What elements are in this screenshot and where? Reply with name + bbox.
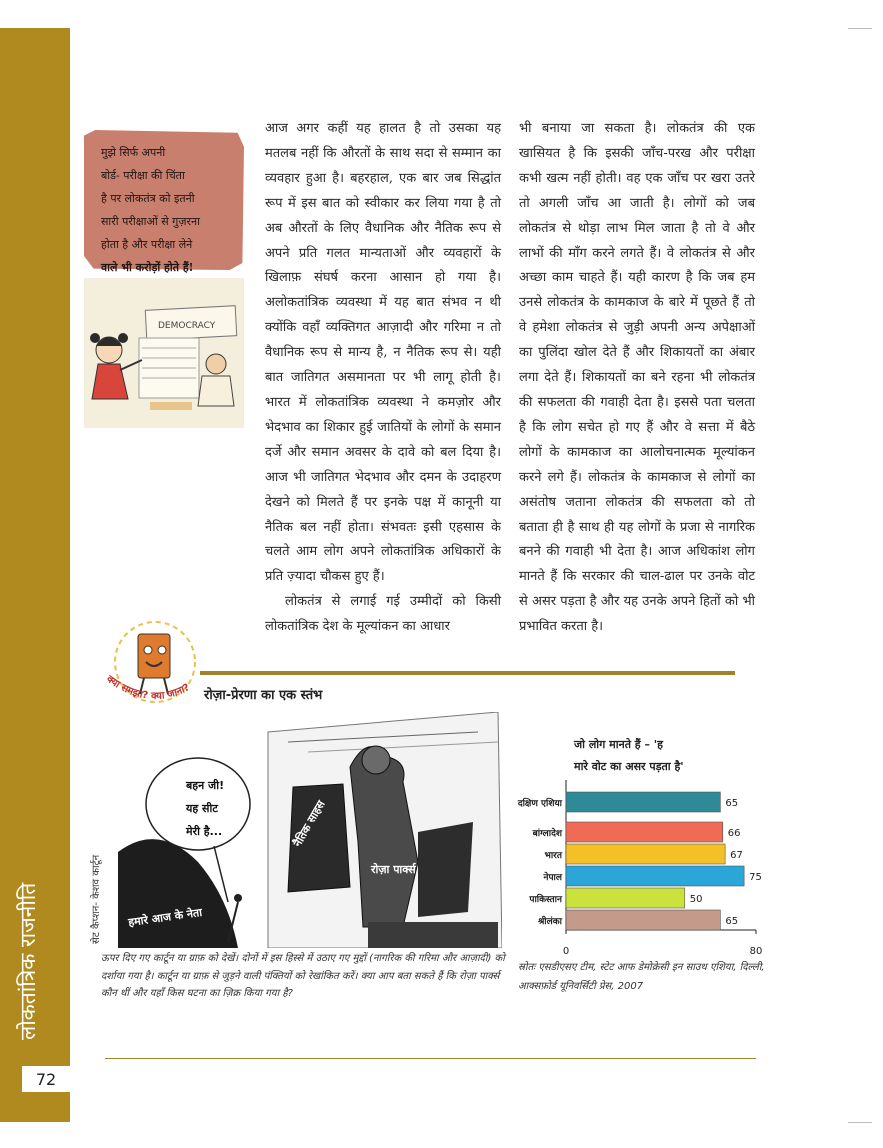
section-divider (200, 671, 735, 675)
category-label: नेपाल (543, 873, 562, 883)
cartoon-credit: सेट कैप्शन- केशव कार्टून (91, 854, 102, 944)
tick-label: 0 (562, 946, 570, 957)
label-leaders: हमारे आज के नेता (127, 905, 203, 930)
speech-line: होता है और परीक्षा लेने (101, 238, 193, 251)
chart-title-line2: मारे वोट का असर पड़ता है' (574, 760, 684, 773)
bar-2 (566, 844, 725, 864)
speech-line: वाले भी करोड़ों होते हैं! (101, 261, 194, 274)
bubble-line: मेरी है... (186, 825, 223, 838)
chart-title-line1: जो लोग मानते हैं – 'ह (574, 738, 664, 751)
activity-caption: ऊपर दिए गए कार्टून या ग्राफ़ को देखें। दोनों में इस हिस्से में उठाए गए मुद्दों (नागरिक की गरिमा और आज़ादी) को दर्शाया गया है। कार्टून या ग्राफ़ से जुड़ने वाली पंक्तियों को रेखांकित करें। क्या आप बता सकते हैं कि रोज़ा पार्क्स कौन थीं और यहाँ किस घटना का ज़िक्र किया गया है? (101, 953, 505, 999)
label-moral-courage: नैतिक साहस (290, 798, 328, 849)
chart-source: स्रोतः एसडीएसए टीम, स्टेट आफ डेमोक्रेसी इन साउथ एशिया, दिल्ली, आक्सफ़ोर्ड यूनिवर्सिटी प्रेस, 2007 (518, 962, 765, 992)
category-label: दक्षिण एशिया (517, 799, 562, 809)
crop-mark (848, 28, 872, 29)
bar-3 (566, 866, 744, 886)
value-label: 75 (749, 872, 762, 883)
bar-5 (566, 910, 720, 930)
speech-box-text (101, 141, 243, 279)
bar-4 (566, 888, 685, 908)
speech-line: सारी परीक्षाओं से गुज़रना (101, 215, 200, 228)
value-label: 65 (725, 798, 739, 809)
bar-1 (566, 822, 723, 842)
mascot-icon (100, 618, 210, 718)
category-label: श्रीलंका (537, 917, 562, 927)
category-label: बांग्लादेश (532, 829, 562, 839)
tick-label: 80 (749, 946, 763, 957)
book-title-vertical: लोकतांत्रिक राजनीति (16, 882, 40, 1040)
democracy-sign-text: DEMOCRACY (158, 321, 216, 331)
speech-line: है पर लोकतंत्र को इतनी (101, 192, 195, 205)
bubble-line: बहन जी! (186, 779, 225, 792)
speech-line: बोर्ड- परीक्षा की चिंता (101, 169, 185, 182)
paragraph: लोकतंत्र से लगाई गई उम्मीदों को किसी लोकतांत्रिक देश के मूल्यांकन का आधार (265, 594, 501, 635)
value-label: 66 (727, 828, 741, 839)
bubble-line: यह सीट (186, 802, 218, 815)
footer-rule (105, 1058, 756, 1059)
mascot-text: क्या समझा? क्या जाना? (104, 673, 192, 703)
vote-impact-chart (492, 730, 782, 960)
text-column-left (265, 117, 501, 640)
page-number: 72 (22, 1066, 70, 1092)
value-label: 50 (689, 894, 703, 905)
crop-mark (848, 1122, 872, 1123)
speech-line: मुझे सिर्फ अपनी (101, 146, 166, 159)
cartoon-speech-bubble (186, 774, 224, 843)
category-label: पाकिस्तान (529, 895, 562, 905)
girl-board-illustration (84, 278, 244, 428)
value-label: 67 (730, 850, 743, 861)
text-column-right (519, 117, 755, 640)
label-rosa-parks: रोज़ा पार्क्स (371, 863, 416, 876)
paragraph: आज अगर कहीं यह हालत है तो उसका यह मतलब नहीं कि औरतों के साथ सदा से सम्मान का व्यवहार हुआ है। बहरहाल, एक बार जब सिद्धांत रूप में इस बात को स्वीकार कर लिया गया है तो अब औरतों के लिए वैधानिक और नैतिक रूप से अपने प्रति गलत मान्यताओं और व्यवहारों के खिलाफ़ संघर्ष करना आसान हो गया है। अलोकतांत्रिक व्यवस्था में यह बात संभव न थी क्योंकि वहाँ व्यक्तिगत आज़ादी और गरिमा न तो वैधानिक रूप से मान्य है, न नैतिक रूप से। यही बात जातिगत असमानता पर भी लागू होती है। भारत में लोकतांत्रिक व्यवस्था ने कमज़ोर और भेदभाव का शिकार हुई जातियों के लोगों के समान दर्जे और समान अवसर के दावे को बल दिया है। आज भी जातिगत भेदभाव और दमन के उदाहरण देखने को मिलते हैं पर इनके पक्ष में कानूनी या नैतिक बल नहीं होता। संभवतः इसी एहसास के चलते आम लोग अपने लोकतांत्रिक अधिकारों के प्रति ज़्यादा चौकस हुए हैं। (265, 121, 501, 585)
paragraph: भी बनाया जा सकता है। लोकतंत्र की एक खासियत है कि इसकी जाँच-परख और परीक्षा कभी खत्म नहीं होती। वह एक जाँच पर खरा उतरे तो अगली जाँच आ जाती है। लोगों को जब लोकतंत्र से थोड़ा लाभ मिल जाता है तो वे और लाभों की माँग करने लगते हैं। वे लोकतंत्र से और अच्छा काम चाहते हैं। यही कारण है कि जब हम उनसे लोकतंत्र के कामकाज के बारे में पूछते हैं तो वे हमेशा लोकतंत्र से जुड़ी अपनी अन्य अपेक्षाओं का पुलिंदा खोल देते हैं और शिकायतों का अंबार लगा देते हैं। शिकायतों का बने रहना भी लोकतंत्र की सफलता की गवाही देता है। इससे पता चलता है कि लोग सचेत हो गए हैं और वे सत्ता में बैठे लोगों के कामकाज का आलोचनात्मक मूल्यांकन करने लगे हैं। लोकतंत्र के कामकाज से लोगों का असंतोष जताना लोकतंत्र की सफलता को तो बताता ही है साथ ही यह लोगों के प्रजा से नागरिक बनने की गवाही भी देता है। आज अधिकांश लोग मानते हैं कि सरकार की चाल-ढाल पर उनके वोट से असर पड़ता है और यह उनके अपने हितों को भी प्रभावित करता है। (519, 121, 755, 635)
value-label: 65 (725, 916, 739, 927)
category-label: भारत (544, 851, 562, 861)
cartoon-title: रोज़ा-प्रेरणा का एक स्तंभ (204, 688, 323, 703)
bar-0 (566, 792, 720, 812)
